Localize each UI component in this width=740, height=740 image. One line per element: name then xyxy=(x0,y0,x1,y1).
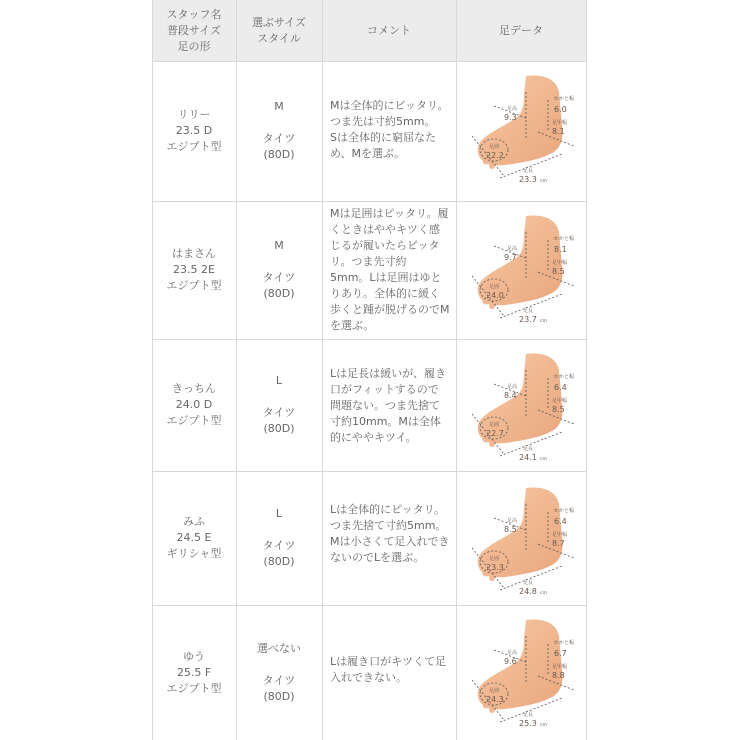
staff-size: 24.0 D xyxy=(175,398,213,411)
pick-denier: (80D) xyxy=(263,555,295,568)
pick-style: タイツ xyxy=(262,406,296,419)
arch-value: 8.1 xyxy=(552,127,565,136)
comment-line: め、Mを選ぶ。 xyxy=(330,147,406,160)
comment-line: つま先捨て寸約5mm。 xyxy=(330,519,447,532)
header-comment xyxy=(322,0,456,61)
staff-name: リリー xyxy=(177,108,211,121)
foot-diagram xyxy=(464,210,580,326)
girth-value: 22.7 xyxy=(486,429,504,438)
toe xyxy=(489,707,495,713)
pick-denier: (80D) xyxy=(263,422,295,435)
header-staff-line1: スタッフ名 xyxy=(166,7,222,21)
comment-line: Lは履き口がキツくて足 xyxy=(330,655,447,668)
pick-denier: (80D) xyxy=(263,287,295,300)
instep-value: 8.5 xyxy=(504,525,517,534)
comment-line: 入れできない。 xyxy=(330,671,407,684)
comment-line: りあり。全体的に緩く xyxy=(330,287,440,300)
header-comment-label: コメント xyxy=(367,23,411,37)
comment-line: つま先は寸約5mm。 xyxy=(330,115,436,128)
instep-label: 足高 xyxy=(507,650,518,656)
header-size-line2: スタイル xyxy=(257,31,301,45)
comment-line: 歩くと踵が脱げるのでM xyxy=(330,303,450,316)
header-foot-label: 足データ xyxy=(499,23,543,37)
comment-line: Mは全体的にピッタリ。 xyxy=(330,99,449,112)
comment-line: 5mm。Lは足囲はゆと xyxy=(330,271,442,284)
girth-value: 24.0 xyxy=(486,291,504,300)
comment-line: ないのでLを選ぶ。 xyxy=(330,551,425,564)
staff-cell xyxy=(152,61,236,201)
instep-value: 9.7 xyxy=(504,253,517,262)
length-value: 24.8 xyxy=(519,587,537,596)
comment-line: 問題ない。つま先捨て xyxy=(330,399,440,412)
girth-value: 22.2 xyxy=(486,151,504,160)
pick-style: タイツ xyxy=(262,271,296,284)
arch-value: 8.5 xyxy=(552,405,565,414)
pick-size: M xyxy=(274,100,284,113)
divider xyxy=(586,0,587,740)
length-value: 24.1 xyxy=(519,453,537,462)
length-unit: cm xyxy=(540,591,547,596)
arch-value: 8.8 xyxy=(552,671,565,680)
staff-shape: ギリシャ型 xyxy=(166,547,222,560)
arch-label: 足甲幅 xyxy=(552,260,568,266)
length-unit: cm xyxy=(540,179,547,184)
comment-line: を選ぶ。 xyxy=(330,319,375,332)
heel-value: 6.4 xyxy=(554,517,567,526)
length-unit: cm xyxy=(540,319,547,324)
staff-size: 23.5 D xyxy=(175,124,213,137)
pick-cell xyxy=(236,201,322,339)
staff-name: ゆう xyxy=(183,649,205,663)
comment-line: Mは小さくて足入れでき xyxy=(330,535,450,548)
comment-line: 口がフィットするので xyxy=(330,383,439,396)
header-staff-line3: 足の形 xyxy=(177,39,211,53)
length-unit: cm xyxy=(540,457,547,462)
heel-value: 6.0 xyxy=(554,105,567,114)
staff-shape: エジプト型 xyxy=(166,414,222,427)
heel-label: かかと幅 xyxy=(554,374,575,380)
comment-cell xyxy=(330,206,452,334)
staff-size: 25.5 F xyxy=(176,665,212,679)
staff-shape: エジプト型 xyxy=(166,681,222,695)
staff-name: みふ xyxy=(183,515,205,528)
comment-cell xyxy=(330,98,452,162)
length-label: 足長 xyxy=(523,168,534,174)
pick-style: タイツ xyxy=(262,132,296,145)
foot-diagram xyxy=(464,614,580,730)
instep-label: 足高 xyxy=(507,106,518,112)
pick-size: L xyxy=(275,507,283,520)
girth-label: 足囲 xyxy=(489,284,500,290)
comment-line: 寸約10mm。Mは全体 xyxy=(330,415,441,428)
heel-label: かかと幅 xyxy=(554,640,575,646)
toe xyxy=(489,575,495,581)
header-staff xyxy=(152,0,236,61)
pick-size: L xyxy=(275,374,283,387)
pick-cell xyxy=(236,605,322,740)
staff-cell xyxy=(152,339,236,471)
instep-value: 8.4 xyxy=(504,391,517,400)
length-value: 25.3 xyxy=(519,719,537,728)
arch-label: 足甲幅 xyxy=(552,532,568,538)
heel-value: 6.7 xyxy=(554,649,567,658)
pick-denier: (80D) xyxy=(263,689,295,703)
comment-line: くときはややキツく感 xyxy=(330,223,440,236)
staff-cell xyxy=(152,201,236,339)
comment-cell xyxy=(330,502,452,566)
comment-line: Sは全体的に窮屈なた xyxy=(330,131,436,144)
foot-diagram xyxy=(464,348,580,464)
staff-name: はまさん xyxy=(172,247,216,260)
arch-label: 足甲幅 xyxy=(552,664,568,670)
toe xyxy=(489,303,495,309)
heel-label: かかと幅 xyxy=(554,96,575,102)
length-label: 足長 xyxy=(523,712,534,718)
length-value: 23.3 xyxy=(519,175,537,184)
pick-style: タイツ xyxy=(262,539,296,552)
header-foot xyxy=(456,0,586,61)
instep-label: 足高 xyxy=(507,246,518,252)
comment-line: Lは全体的にピッタリ。 xyxy=(330,503,446,516)
heel-label: かかと幅 xyxy=(554,508,575,514)
staff-name: きっちん xyxy=(172,382,216,395)
staff-size: 23.5 2E xyxy=(173,263,215,276)
pick-size: M xyxy=(274,239,284,252)
heel-value: 8.1 xyxy=(554,245,567,254)
pick-denier: (80D) xyxy=(263,148,295,161)
comment-line: じるが履いたらピッタ xyxy=(330,239,440,252)
instep-label: 足高 xyxy=(507,518,518,524)
length-label: 足長 xyxy=(523,580,534,586)
arch-label: 足甲幅 xyxy=(552,120,568,126)
instep-value: 9.3 xyxy=(504,113,517,122)
girth-value: 23.3 xyxy=(486,563,504,572)
pick-cell xyxy=(236,339,322,471)
girth-value: 24.3 xyxy=(486,695,504,704)
divider xyxy=(322,0,323,740)
heel-label: かかと幅 xyxy=(554,236,575,242)
length-label: 足長 xyxy=(523,308,534,314)
girth-label: 足囲 xyxy=(489,144,500,150)
length-label: 足長 xyxy=(523,446,534,452)
instep-value: 9.6 xyxy=(504,657,517,666)
staff-cell xyxy=(152,471,236,605)
comment-cell xyxy=(330,366,452,446)
divider xyxy=(456,0,457,740)
staff-shape: エジプト型 xyxy=(166,140,222,153)
girth-label: 足囲 xyxy=(489,688,500,694)
length-unit: cm xyxy=(540,723,547,728)
arch-value: 8.7 xyxy=(552,539,565,548)
pick-cell xyxy=(236,471,322,605)
staff-shape: エジプト型 xyxy=(166,279,222,292)
pick-style: タイツ xyxy=(262,673,296,687)
staff-cell xyxy=(152,605,236,740)
comment-line: 的にややキツイ。 xyxy=(330,431,417,444)
header-size xyxy=(236,0,322,61)
girth-label: 足囲 xyxy=(489,422,500,428)
comment-line: Mは足囲はピッタリ。履 xyxy=(330,207,449,220)
girth-label: 足囲 xyxy=(489,556,500,562)
toe xyxy=(489,441,495,447)
comment-cell xyxy=(330,654,452,686)
heel-value: 6.4 xyxy=(554,383,567,392)
pick-size: 選べない xyxy=(257,641,301,655)
arch-label: 足甲幅 xyxy=(552,398,568,404)
staff-size: 24.5 E xyxy=(176,531,212,544)
instep-label: 足高 xyxy=(507,384,518,390)
comment-line: Lは足長は緩いが、履き xyxy=(330,367,447,380)
pick-cell xyxy=(236,61,322,201)
foot-diagram xyxy=(464,482,580,598)
header-size-line1: 選ぶサイズ xyxy=(251,15,307,29)
toe xyxy=(489,163,495,169)
foot-diagram xyxy=(464,70,580,186)
length-value: 23.7 xyxy=(519,315,537,324)
comment-line: リ。つま先寸約 xyxy=(330,255,407,268)
header-staff-line2: 普段サイズ xyxy=(166,23,222,37)
arch-value: 8.5 xyxy=(552,267,565,276)
